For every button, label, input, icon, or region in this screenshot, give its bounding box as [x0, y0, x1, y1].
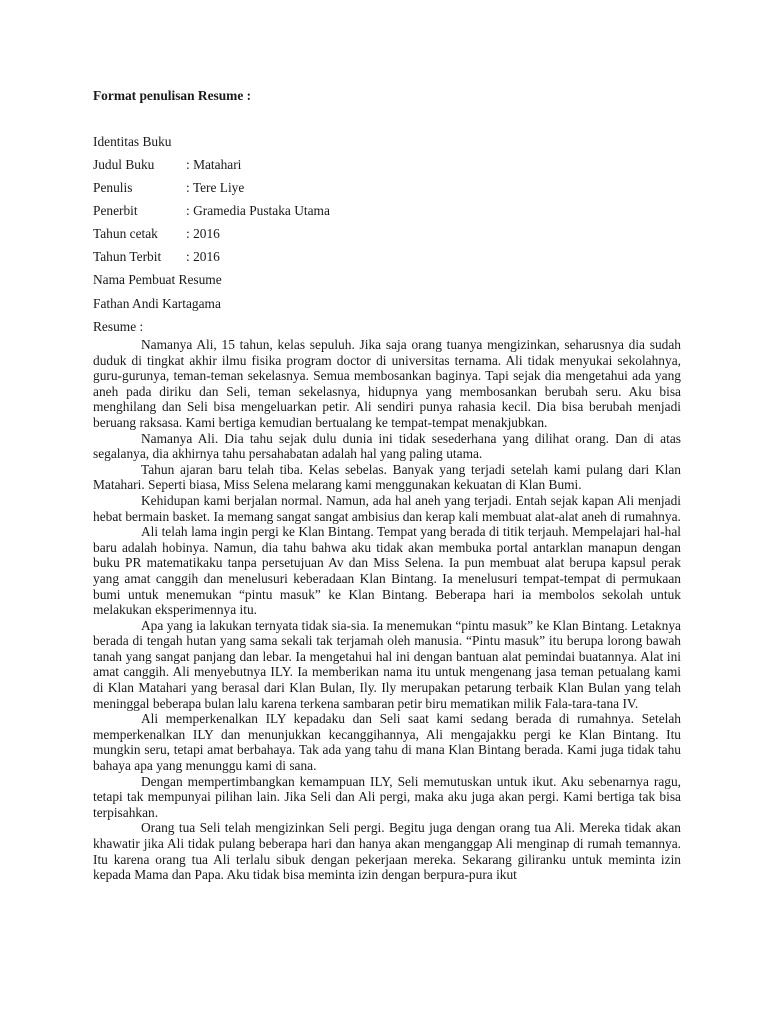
- identitas-heading: Identitas Buku: [93, 134, 172, 149]
- resume-body: [93, 337, 681, 883]
- document-title: Format penulisan Resume :: [93, 88, 252, 103]
- resume-paragraph: Tahun ajaran baru telah tiba. Kelas sebelas. Banyak yang terjadi setelah kami pulang dari Klan Matahari. Seperti biasa, Miss Selena melarang kami menggunakan kekuatan di Klan Bumi.: [93, 461, 681, 493]
- field-row-tahun-cetak: [93, 225, 220, 247]
- resume-paragraph: Apa yang ia lakukan ternyata tidak sia-sia. Ia menemukan “pintu masuk” ke Klan Bintang. Letaknya berada di tengah hutan yang sama sekali tak terjamah oleh manusia. “Pintu masuk” itu berupa lorong bawah tanah yang sangat panjang dan lebar. Ia mengetahui hal ini dengan bantuan alat pemindai buatannya. Alat ini amat canggih. Ali menyebutnya ILY. Ia memberikan nama itu untuk mengenang jasa teman petualang kami di Klan Matahari yang berasal dari Klan Bulan, Ily. Ily merupakan petarung terbaik Klan Bulan yang telah meninggal beberapa bulan lalu karena terkena sambaran petir biru mematikan milik Fala-tara-tana IV.: [93, 617, 681, 711]
- pembuat-name: Fathan Andi Kartagama: [93, 296, 221, 311]
- resume-paragraph: Orang tua Seli telah mengizinkan Seli pergi. Begitu juga dengan orang tua Ali. Mereka tidak akan khawatir jika Ali tidak pulang beberapa hari dan hanya akan menganggap Ali menginap di rumah temannya. Itu karena orang tua Ali terlalu sibuk dengan pekerjaan mereka. Sekarang giliranku untuk meminta izin kepada Mama dan Papa. Aku tidak bisa meminta izin dengan berpura-pura ikut: [93, 820, 681, 883]
- field-label: Penulis: [93, 180, 133, 195]
- field-value: : 2016: [186, 249, 220, 264]
- field-value: : Gramedia Pustaka Utama: [186, 203, 330, 218]
- field-label: Judul Buku: [93, 157, 155, 172]
- field-row-penulis: [93, 179, 244, 201]
- field-label: Tahun Terbit: [93, 249, 162, 264]
- field-row-judul: [93, 156, 241, 178]
- resume-paragraph: Dengan mempertimbangkan kemampuan ILY, Seli memutuskan untuk ikut. Aku sebenarnya ragu, tetapi tak mempunyai pilihan lain. Jika Seli dan Ali pergi, maka aku juga akan pergi. Kami bertiga tak bisa terpisahkan.: [93, 773, 681, 820]
- resume-paragraph: Ali memperkenalkan ILY kepadaku dan Seli saat kami sedang berada di rumahnya. Setelah memperkenalkan ILY dan menunjukkan kecanggihannya, Ali mengajakku pergi ke Klan Bintang. Itu mungkin seru, tetapi amat berbahaya. Tak ada yang tahu di mana Klan Bintang berada. Kami juga tidak tahu bahaya apa yang menunggu kami di sana.: [93, 711, 681, 774]
- resume-paragraph: Kehidupan kami berjalan normal. Namun, ada hal aneh yang terjadi. Entah sejak kapan Ali menjadi hebat bermain basket. Ia memang sangat sangat ambisius dan kerap kali membuat alat-alat aneh di rumahnya.: [93, 492, 681, 524]
- resume-paragraph: Namanya Ali. Dia tahu sejak dulu dunia ini tidak sesederhana yang dilihat orang. Dan di atas segalanya, dia akhirnya tahu persahabatan adalah hal yang paling utama.: [93, 430, 681, 462]
- field-label: Tahun cetak: [93, 226, 158, 241]
- field-label: Penerbit: [93, 203, 138, 218]
- field-value: : Matahari: [186, 157, 242, 172]
- resume-paragraph: Ali telah lama ingin pergi ke Klan Bintang. Tempat yang berada di titik terjauh. Mempelajari hal-hal baru adalah hobinya. Namun, dia tahu bahwa aku tidak akan membuka portal antarklan manapun dengan buku PR matematikaku tanpa persetujuan Av dan Miss Selena. Ia pun membuat alat berupa kapsul perak yang amat canggih dan menelusuri keberadaan Klan Bintang. Ia menelusuri tempat-tempat di permukaan bumi untuk menemukan “pintu masuk” ke Klan Bintang. Beberapa hari ia membolos sekolah untuk melakukan eksperimennya itu.: [93, 524, 681, 618]
- field-row-tahun-terbit: [93, 248, 220, 270]
- field-value: : Tere Liye: [186, 180, 245, 195]
- field-value: : 2016: [186, 226, 220, 241]
- pembuat-label: Nama Pembuat Resume: [93, 272, 222, 287]
- resume-paragraph: Namanya Ali, 15 tahun, kelas sepuluh. Jika saja orang tuanya mengizinkan, seharusnya dia sudah duduk di tingkat akhir ilmu fisika program doctor di universitas ternama. Ali tidak menyukai sekolahnya, guru-gurunya, teman-teman sekelasnya. Semua membosankan baginya. Tapi sejak dia mengetahui ada yang aneh pada diriku dan Seli, teman sekelasnya, hidupnya yang membosankan berubah seru. Aku bisa menghilang dan Seli bisa mengeluarkan petir. Ali sendiri punya rahasia kecil. Dia bisa berubah menjadi beruang raksasa. Kami bertiga kemudian bertualang ke tempat-tempat menakjubkan.: [93, 337, 681, 430]
- field-row-penerbit: [93, 202, 330, 224]
- resume-label: Resume :: [93, 319, 144, 334]
